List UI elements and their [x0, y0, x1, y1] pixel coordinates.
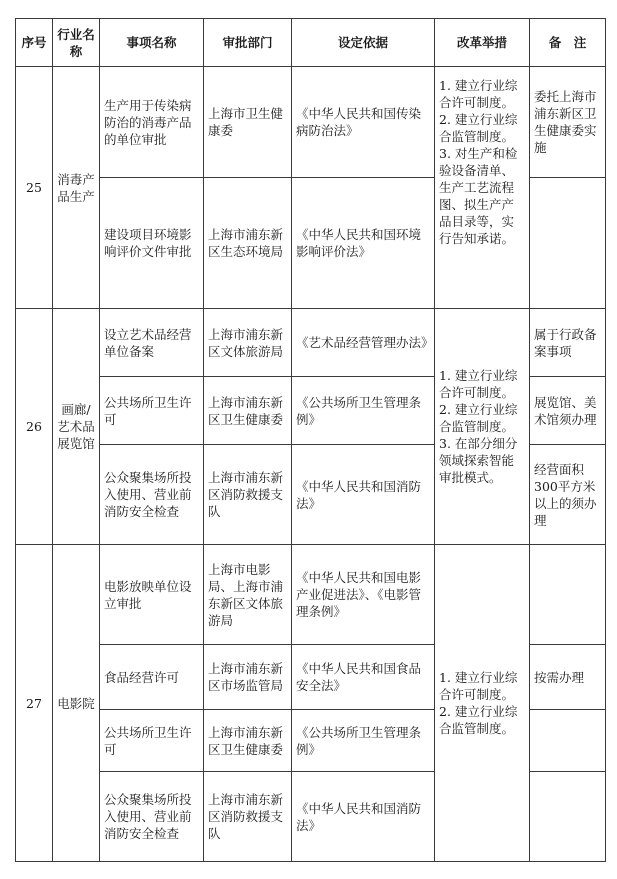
- header-basis: 设定依据: [292, 19, 435, 67]
- industry-name: 消毒产品生产: [53, 67, 100, 309]
- note: 委托上海市浦东新区卫生健康委实施: [530, 67, 606, 178]
- legal-basis: 《中华人民共和国环境影响评价法》: [292, 178, 435, 309]
- item-name: 公众聚集场所投入使用、营业前消防安全检查: [100, 772, 204, 862]
- reform-measures: [435, 67, 530, 309]
- note: [530, 710, 606, 772]
- item-name: 电影放映单位设立审批: [100, 545, 204, 645]
- table-row: [16, 67, 606, 178]
- reform-measures: [435, 309, 530, 545]
- measure-line: 1. 建立行业综合许可制度。: [439, 78, 518, 110]
- header-no: 序号: [16, 19, 53, 67]
- legal-basis: 《中华人民共和国电影产业促进法》、《电影管理条例》: [292, 545, 435, 645]
- approval-dept: 上海市浦东新区生态环境局: [204, 178, 292, 309]
- header-row: [16, 19, 606, 67]
- legal-basis: 《中华人民共和国消防法》: [292, 772, 435, 862]
- note: 按需办理: [530, 645, 606, 710]
- document-page: [15, 18, 606, 862]
- measure-line: 2. 建立行业综合监管制度。: [439, 704, 518, 736]
- row-number: 26: [16, 309, 53, 545]
- measure-line: 1. 建立行业综合许可制度。: [439, 368, 518, 400]
- note: [530, 772, 606, 862]
- item-name: 公共场所卫生许可: [100, 710, 204, 772]
- legal-basis: 《中华人民共和国消防法》: [292, 445, 435, 545]
- legal-basis: 《中华人民共和国传染病防治法》: [292, 67, 435, 178]
- reform-measures: [435, 545, 530, 862]
- measure-line: 2. 建立行业综合监管制度。: [439, 402, 518, 434]
- item-name: 公众聚集场所投入使用、营业前消防安全检查: [100, 445, 204, 545]
- item-name: 食品经营许可: [100, 645, 204, 710]
- industry-name: 电影院: [53, 545, 100, 862]
- item-name: 设立艺术品经营单位备案: [100, 309, 204, 377]
- note: [530, 178, 606, 309]
- header-item: 事项名称: [100, 19, 204, 67]
- header-dept: 审批部门: [204, 19, 292, 67]
- legal-basis: 《中华人民共和国食品安全法》: [292, 645, 435, 710]
- approval-dept: 上海市浦东新区卫生健康委: [204, 710, 292, 772]
- note: 经营面积300平方米以上的须办理: [530, 445, 606, 545]
- approval-dept: 上海市电影局、上海市浦东新区文体旅游局: [204, 545, 292, 645]
- header-measures: 改革举措: [435, 19, 530, 67]
- legal-basis: 《艺术品经营管理办法》: [292, 309, 435, 377]
- note: [530, 545, 606, 645]
- legal-basis: 《公共场所卫生管理条例》: [292, 377, 435, 445]
- measure-line: 3. 对生产和检验设备清单、生产工艺流程图、拟生产产品目录等，实行告知承诺。: [439, 146, 518, 246]
- table-row: [16, 545, 606, 645]
- header-industry: 行业名称: [53, 19, 100, 67]
- item-name: 公共场所卫生许可: [100, 377, 204, 445]
- note: 属于行政备案事项: [530, 309, 606, 377]
- reform-table: [15, 18, 606, 862]
- table-row: [16, 309, 606, 377]
- approval-dept: 上海市浦东新区文体旅游局: [204, 309, 292, 377]
- measure-line: 3. 在部分细分领域探索智能审批模式。: [439, 436, 518, 485]
- industry-name: 画廊/艺术品展览馆: [53, 309, 100, 545]
- row-number: 25: [16, 67, 53, 309]
- measure-line: 2. 建立行业综合监管制度。: [439, 112, 518, 144]
- approval-dept: 上海市浦东新区卫生健康委: [204, 377, 292, 445]
- approval-dept: 上海市浦东新区消防救援支队: [204, 772, 292, 862]
- approval-dept: 上海市浦东新区消防救援支队: [204, 445, 292, 545]
- approval-dept: 上海市卫生健康委: [204, 67, 292, 178]
- item-name: 建设项目环境影响评价文件审批: [100, 178, 204, 309]
- header-note: 备 注: [530, 19, 606, 67]
- item-name: 生产用于传染病防治的消毒产品的单位审批: [100, 67, 204, 178]
- row-number: 27: [16, 545, 53, 862]
- legal-basis: 《公共场所卫生管理条例》: [292, 710, 435, 772]
- approval-dept: 上海市浦东新区市场监管局: [204, 645, 292, 710]
- measure-line: 1. 建立行业综合许可制度。: [439, 670, 518, 702]
- note: 展览馆、美术馆须办理: [530, 377, 606, 445]
